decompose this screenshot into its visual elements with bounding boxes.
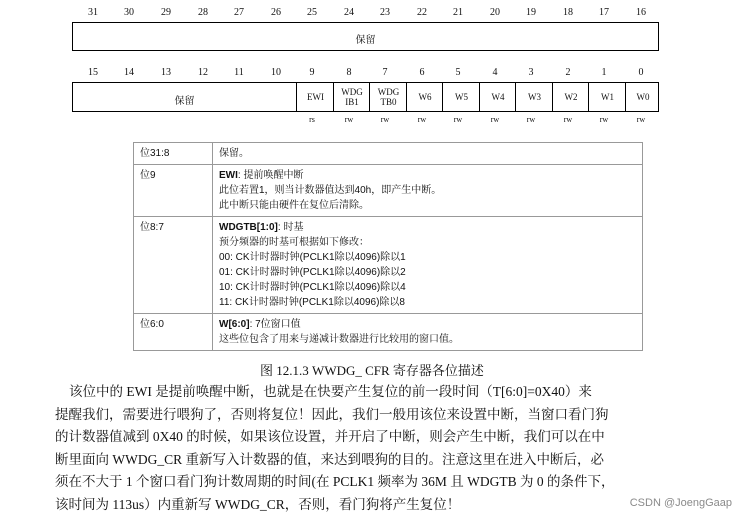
bit-number: 22 [407,7,437,18]
bit-number: 29 [151,7,181,18]
figure-caption: 图 12.1.3 WWDG_ CFR 寄存器各位描述 [0,360,744,379]
field-w4: W4 [479,83,516,111]
register-low-box [72,82,659,112]
bit-number: 1 [589,67,619,78]
bit-number: 20 [480,7,510,18]
bit-number: 0 [626,67,656,78]
paragraph-line: 须在不大于 1 个窗口看门狗计数周期的时间(在 PCLK1 频率为 36M 且 WDGTB 为 0 的条件下， [55,471,669,494]
bit-number: 16 [626,7,656,18]
bit-number: 12 [188,67,218,78]
bit-number: 10 [261,67,291,78]
bit-number: 14 [114,67,144,78]
bit-range: 位9 [134,165,213,217]
table-row [134,165,643,217]
access-type: rw [443,115,473,124]
body-paragraph [69,381,669,516]
register-high-box [72,22,659,51]
bit-range: 位31:8 [134,143,213,165]
field-w1: W1 [588,83,626,111]
bit-number: 18 [553,7,583,18]
paragraph-line: 提醒我们，需要进行喂狗了，否则将复位！因此，我们一般用该位来设置中断，当窗口看门狗 [55,404,669,427]
bit-number: 6 [407,67,437,78]
bit-number: 15 [78,67,108,78]
access-type: rw [407,115,437,124]
paragraph-line: 该位中的 EWI 是提前唤醒中断，也就是在快要产生复位的前一段时间（T[6:0]=0X40）来 [69,381,669,404]
bit-description: W[6:0]: 7位窗口值 这些位包含了用来与递减计数器进行比较用的窗口值。 [213,314,643,351]
bit-number: 26 [261,7,291,18]
bit-number: 23 [370,7,400,18]
bit-description: EWI: 提前唤醒中断 此位若置1，则当计数器值达到40h，即产生中断。 此中断只能由硬件在复位后清除。 [213,165,643,217]
bit-number: 11 [224,67,254,78]
bit-number: 21 [443,7,473,18]
bit-range: 位6:0 [134,314,213,351]
paragraph-line: 断里面向 WWDG_CR 重新写入计数器的值，来达到喂狗的目的。注意这里在进入中断后，必 [55,449,669,472]
access-type: rw [480,115,510,124]
bit-description: WDGTB[1:0]: 时基 预分频器的时基可根据如下修改： 00: CK计时器时钟(PCLK1除以4096)除以1 01: CK计时器时钟(PCLK1除以4096)除以2 10: CK计时器时钟(PCLK1除以4096)除以4 11: CK计时器时钟(PCLK1除以4096)除以8 [213,217,643,314]
access-type: rw [334,115,364,124]
access-type: rw [370,115,400,124]
bit-number: 25 [297,7,327,18]
bit-number: 2 [553,67,583,78]
bit-number: 24 [334,7,364,18]
access-type: rs [297,115,327,124]
bit-number: 3 [516,67,546,78]
access-type: rw [553,115,583,124]
field-ewi: EWI [296,83,334,111]
paragraph-line: 该时间为 113us）内重新写 WWDG_CR，否则，看门狗将产生复位！ [55,494,669,516]
field-name: WDGTB[1:0] [219,222,278,233]
bit-number: 17 [589,7,619,18]
table-row [134,143,643,165]
field-w5: W5 [442,83,480,111]
bit-number: 5 [443,67,473,78]
field-wdgtb1: WDG IB1 [333,83,370,111]
paragraph-line: 的计数器值减到 0X40 的时候，如果该位设置，并开启了中断，则会产生中断，我们可以在中 [55,426,669,449]
access-type: rw [589,115,619,124]
bit-number: 30 [114,7,144,18]
field-name: EWI [219,170,238,181]
field-name: W[6:0] [219,319,250,330]
watermark: CSDN @JoengGaap [630,497,732,509]
reserved-label-high: 保留 [73,31,658,46]
access-type: rw [516,115,546,124]
bit-number: 4 [480,67,510,78]
field-w6: W6 [406,83,443,111]
field-wdgtb0: WDG TB0 [369,83,407,111]
bit-description: 保留。 [213,143,643,165]
field-w3: W3 [515,83,553,111]
bit-number: 28 [188,7,218,18]
bit-number: 7 [370,67,400,78]
access-type: rw [626,115,656,124]
table-row [134,314,643,351]
bit-number: 31 [78,7,108,18]
bit-range: 位8:7 [134,217,213,314]
table-row [134,217,643,314]
bit-number: 9 [297,67,327,78]
field-w0: W0 [625,83,660,111]
reserved-label-low: 保留 [73,92,296,107]
bit-number: 13 [151,67,181,78]
bit-description-table [133,142,643,351]
field-w2: W2 [552,83,589,111]
bit-number: 19 [516,7,546,18]
bit-number: 27 [224,7,254,18]
bit-number: 8 [334,67,364,78]
